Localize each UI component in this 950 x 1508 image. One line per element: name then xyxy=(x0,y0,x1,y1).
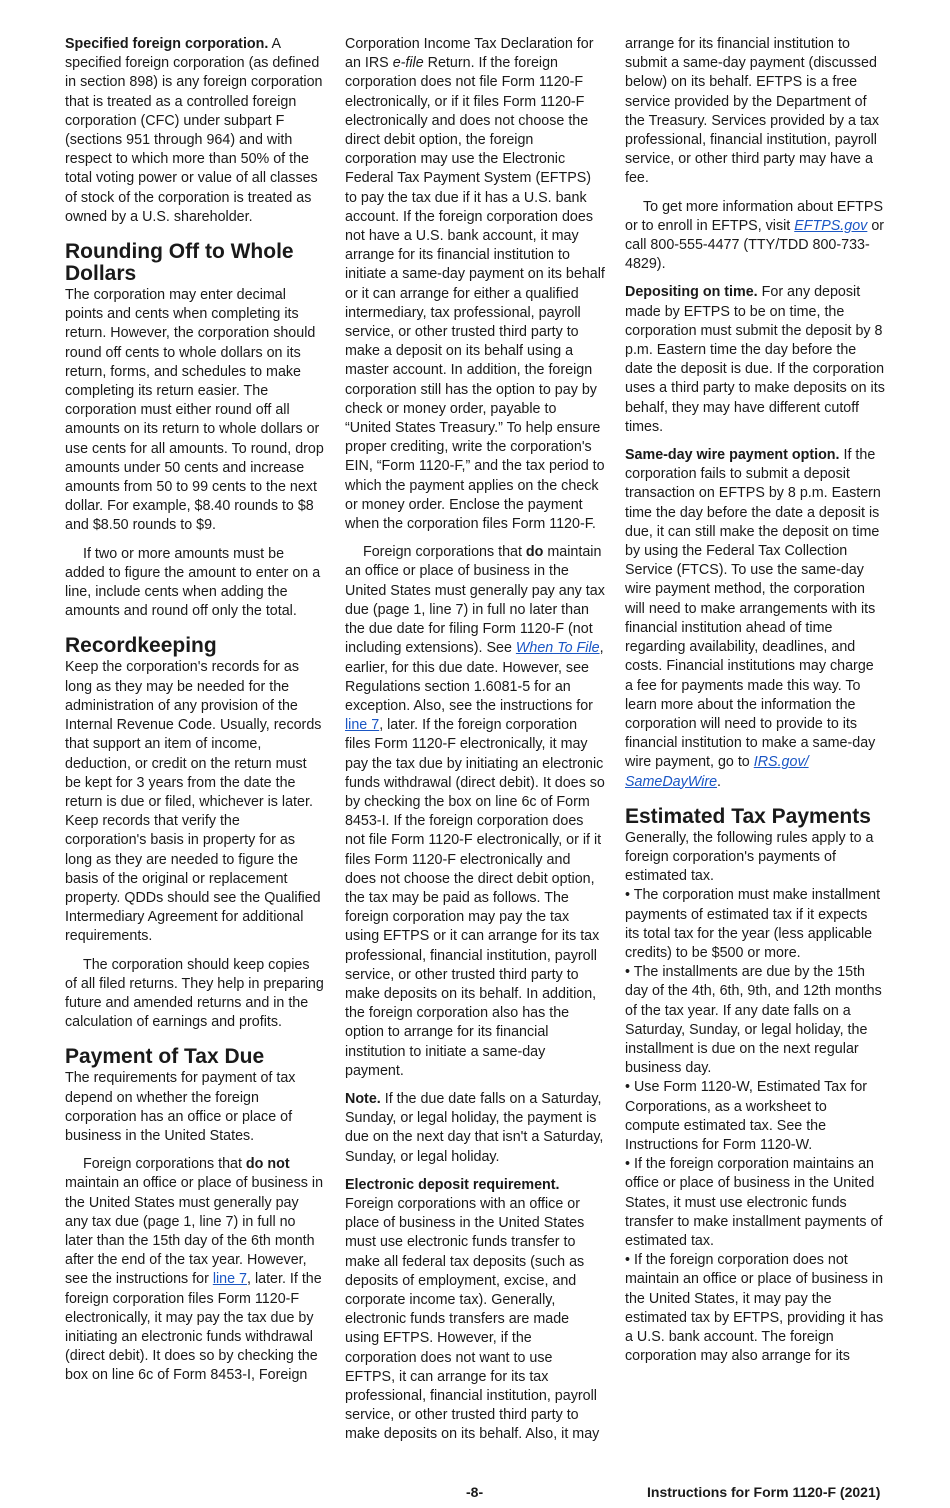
text-run: The corporation may enter decimal points and cents when completing its return. However, the corporation should round off cents to whole dollars on its return, forms, and schedules to make completing its return easier. The corporation must either round off all amounts on its return to whole dollars or use cents for all amounts. To round, drop amounts under 50 cents and increase amounts from 50 to 99 cents to the next dollar. For example, $8.40 rounds to $8 and $8.50 rounds to $9. xyxy=(65,287,324,534)
bold-text: Specified foreign corporation. xyxy=(65,36,269,52)
column-2 xyxy=(345,35,605,1454)
bold-text: Electronic deposit requirement. xyxy=(345,1176,560,1193)
section-heading xyxy=(65,635,325,657)
text-run: • The corporation must make installment payments of estimated tax if it expects its total tax for the year (less applicable credits) to be $500 or more. xyxy=(625,887,881,961)
text-run: • Use Form 1120-W, Estimated Tax for Corporations, as a worksheet to compute estimated tax. See the Instructions for Form 1120-W. xyxy=(625,1079,868,1153)
text-run: The corporation should keep copies of all filed returns. They help in preparing future and amended returns and in the calculation of earnings and profits. xyxy=(65,956,324,1031)
text-run: If the corporation fails to submit a deposit transaction on EFTPS by 8 p.m. Eastern time the day before the date a deposit is due, it can still make the deposit on time by using the Federal Tax Collection Service (FTCS). To use the same-day wire payment method, the corporation will need to make arrangements with its financial institution ahead of time regarding availability, deadlines, and costs. Financial institutions may charge a fee for payments made this way. To learn more about the information the corporation will need to provide to its financial institution to make a same-day wire payment, go to xyxy=(625,447,881,771)
text-run: To get more information about EFTPS or to enroll in EFTPS, visit xyxy=(625,198,883,234)
text-run: • If the foreign corporation maintains an office or place of business in the United States, it must use electronic funds transfer to make installment payments of estimated tax. xyxy=(625,1156,883,1249)
text-run: The requirements for payment of tax depend on whether the foreign corporation has an office or place of business in the United States. xyxy=(65,1070,296,1144)
bullet-item xyxy=(625,1251,885,1366)
paragraph xyxy=(65,545,325,622)
text-run: maintain an office or place of business in the United States must generally pay any tax due (page 1, line 7) in full no later than the due date for filing Form 1120-F (not including extensions). See xyxy=(345,544,605,657)
paragraph xyxy=(345,543,605,1081)
text-run: Estimated Tax Payments xyxy=(625,804,871,828)
paragraph xyxy=(625,446,885,792)
bold-text: do xyxy=(525,544,544,561)
bold-text: Note. xyxy=(345,1090,381,1107)
bullet-item xyxy=(625,1078,885,1155)
italic-text: e-file xyxy=(392,55,424,72)
text-run: Generally, the following rules apply to a foreign corporation's payments of estimated tax. xyxy=(625,829,874,885)
paragraph xyxy=(65,658,325,946)
footer-title: Instructions for Form 1120-F (2021) xyxy=(647,1483,881,1500)
text-run: . xyxy=(717,773,722,790)
text-run: Return. If the foreign corporation does not file Form 1120-F electronically, or if it files Form 1120-F electronically and does not choose the direct debit option, the foreign corporation may use the Electronic Federal Tax Payment System (EFTPS) to pay the tax due if it has a U.S. bank account. If the foreign corporation does not have a U.S. bank account, it may arrange for its financial institution to initiate a same-day payment on its behalf or it can arrange for either a qualified intermediary, tax professional, payroll service, or other trusted third party to make a deposit on its behalf using a master account. In addition, the foreign corporation still has the option to pay by check or money order, payable to “United States Treasury.” To help ensure proper crediting, write the corporation's EIN, “Form 1120-F,” and the tax period to which the payment applies on the check or money order. Enclose the payment when the corporation files Form 1120-F. xyxy=(345,55,605,533)
text-run: For any deposit made by EFTPS to be on time, the corporation must submit the deposit by 8 p.m. Eastern time the day before the date the deposit is due. If the corporation uses a third party to make deposits on its behalf, they may have different cutoff times. xyxy=(625,284,885,435)
paragraph xyxy=(345,1090,605,1167)
link[interactable]: EFTPS.gov xyxy=(794,217,868,234)
link[interactable]: IRS.gov/ SameDayWire xyxy=(625,754,809,790)
bullet-item xyxy=(625,963,885,1078)
paragraph xyxy=(65,1069,325,1146)
text-run: or call 800-555-4477 (TTY/TDD 800-733-4829). xyxy=(625,217,885,273)
column-1 xyxy=(65,35,325,1395)
paragraph xyxy=(625,283,885,437)
paragraph xyxy=(345,1195,605,1445)
text-run: • The installments are due by the 15th day of the 4th, 6th, 9th, and 12th months of the tax year. If any date falls on a Saturday, Sunday, or legal holiday, the installment is due on the next regular business day. xyxy=(625,964,882,1077)
text-run: Corporation Income Tax Declaration for an IRS xyxy=(345,36,594,72)
paragraph xyxy=(65,286,325,536)
text-run: Rounding Off to Whole Dollars xyxy=(65,240,294,286)
text-run: arrange for its financial institution to submit a same-day payment (discussed below) on its behalf. EFTPS is a free service provided by the Department of the Treasury. Services provided by a tax professional, financial institution, payroll service, or other third party may have a fee. xyxy=(625,36,880,187)
bullet-item xyxy=(625,1155,885,1251)
text-run: Payment of Tax Due xyxy=(65,1045,265,1069)
link[interactable]: line 7 xyxy=(212,1271,247,1288)
paragraph xyxy=(625,829,885,887)
paragraph xyxy=(625,198,885,275)
text-run: maintain an office or place of business in the United States must generally pay any tax due (page 1, line 7) in full no later than the 15th day of the 6th month after the end of the tax year. However, see the instructions for xyxy=(65,1175,324,1288)
column-3 xyxy=(625,35,885,1366)
text-run: Foreign corporations that xyxy=(83,1156,246,1173)
page-footer xyxy=(0,1484,950,1508)
bold-text: Same-day wire payment option. xyxy=(625,447,840,464)
section-heading xyxy=(65,241,325,285)
text-run: If the due date falls on a Saturday, Sunday, or legal holiday, the payment is due on the next day that isn't a Saturday, Sunday, or legal holiday. xyxy=(345,1090,604,1165)
text-run: , later. If the foreign corporation files Form 1120-F electronically, it may pay the tax due by initiating an electronic funds withdrawal (direct debit). It does so by checking the box on line 6c of Form 8453-I. If the foreign corporation does not file Form 1120-F electronically, or if it files Form 1120-F electronically and does not choose the direct debit option, the tax may be paid as follows. The foreign corporation may pay the tax using EFTPS or it can arrange for its tax professional, financial institution, payroll service, or other trusted third party to make deposits on its behalf. In addition, the foreign corporation also has the option to arrange for its financial institution to initiate a same-day payment. xyxy=(345,717,605,1079)
paragraph xyxy=(625,35,885,189)
paragraph xyxy=(65,35,325,227)
paragraph xyxy=(65,956,325,1033)
page-number: -8- xyxy=(466,1483,484,1500)
link[interactable]: When To File xyxy=(515,640,600,657)
paragraph xyxy=(345,1176,605,1195)
text-run: , later. If the foreign corporation files Form 1120-F electronically, it may pay the tax due by initiating an electronic funds withdrawal (direct debit). It does so by checking the box on line 6c of Form 8453-I, Foreign xyxy=(65,1271,322,1384)
text-run: Foreign corporations that xyxy=(363,544,526,561)
bold-text: do not xyxy=(245,1156,290,1173)
section-heading xyxy=(65,1046,325,1068)
text-run: If two or more amounts must be added to figure the amount to enter on a line, include cents when adding the amounts and round off only the total. xyxy=(65,545,321,620)
text-run: Keep the corporation's records for as long as they may be needed for the administration of any provision of the Internal Revenue Code. Usually, records that support an item of income, deduction, or credit on the return must be kept for 3 years from the date the return is due or filed, whichever is later. Keep records that verify the corporation's basis in property for as long as they are needed to figure the basis of the original or replacement property. QDDs should see the Qualified Intermediary Agreement for additional requirements. xyxy=(65,659,322,945)
text-run: Recordkeeping xyxy=(65,634,217,658)
text-run: • If the foreign corporation does not maintain an office or place of business in the United States, it may pay the estimated tax by EFTPS, providing it has a U.S. bank account. The foreign corporation may also arrange for its xyxy=(625,1252,884,1365)
text-run: A specified foreign corporation (as defined in section 898) is any foreign corporation that is treated as a controlled foreign corporation (CFC) under subpart F (sections 951 through 964) and with respect to which more than 50% of the total voting power or value of all classes of stock of the corporation is treated as owned by a U.S. shareholder. xyxy=(65,36,323,225)
paragraph xyxy=(345,35,605,534)
text-run: , earlier, for this due date. However, see Regulations section 1.6081-5 for an exception. Also, see the instructions for xyxy=(345,640,604,714)
bullet-item xyxy=(625,886,885,963)
text-run: Foreign corporations with an office or place of business in the United States must use electronic funds transfer to make all federal tax deposits (such as deposits of employment, excise, and corporate income tax). Generally, electronic funds transfers are made using EFTPS. However, if the corporation does not want to use EFTPS, it can arrange for its tax professional, financial institution, payroll service, or other trusted third party to make deposits on its behalf. Also, it may xyxy=(345,1195,600,1443)
link[interactable]: line 7 xyxy=(345,717,380,734)
bold-text: Depositing on time. xyxy=(625,284,758,301)
section-heading xyxy=(625,806,885,828)
paragraph xyxy=(65,1155,325,1385)
